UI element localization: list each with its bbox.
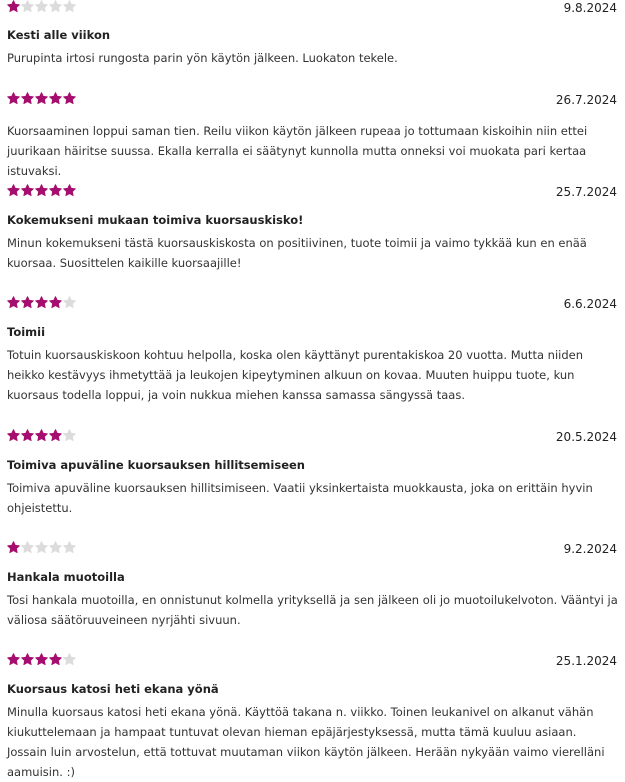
star-empty-icon xyxy=(63,653,76,666)
star-filled-icon xyxy=(35,184,48,197)
star-rating xyxy=(7,92,76,106)
review-title: Toimii xyxy=(7,325,46,339)
review-date: 25.1.2024 xyxy=(555,654,617,668)
review-title: Kesti alle viikon xyxy=(7,28,111,42)
star-filled-icon xyxy=(7,0,20,13)
review-date: 9.2.2024 xyxy=(563,542,617,556)
review-header xyxy=(0,541,625,557)
review-header xyxy=(0,0,625,16)
star-filled-icon xyxy=(35,653,48,666)
review-date: 9.8.2024 xyxy=(563,1,617,15)
star-filled-icon xyxy=(7,296,20,309)
star-filled-icon xyxy=(49,429,62,442)
star-rating xyxy=(7,296,76,310)
star-rating xyxy=(7,184,76,198)
review-body: Totuin kuorsauskiskoon kohtuu helpolla, koska olen käyttänyt purentakiskoa 20 vuotta. Mutta niiden heikko kestävyys ihmetyttää ja leukojen kipeytyminen alkuun on kovaa. Muuten huippu tuote, kun kuorsaus todella loppui, ja voin nukkua miehen kanssa samassa sängyssä taas. xyxy=(7,348,583,402)
star-empty-icon xyxy=(21,541,34,554)
star-empty-icon xyxy=(35,0,48,13)
star-filled-icon xyxy=(63,92,76,105)
review-body: Purupinta irtosi rungosta parin yön käytön jälkeen. Luokaton tekele. xyxy=(7,51,398,65)
star-filled-icon xyxy=(7,184,20,197)
star-filled-icon xyxy=(21,296,34,309)
star-filled-icon xyxy=(35,296,48,309)
star-rating xyxy=(7,653,76,667)
star-filled-icon xyxy=(63,184,76,197)
star-filled-icon xyxy=(21,184,34,197)
star-filled-icon xyxy=(21,92,34,105)
star-filled-icon xyxy=(21,429,34,442)
review-header xyxy=(0,92,625,108)
star-filled-icon xyxy=(7,653,20,666)
star-filled-icon xyxy=(49,296,62,309)
review-date: 6.6.2024 xyxy=(563,297,617,311)
star-filled-icon xyxy=(35,429,48,442)
review-date: 25.7.2024 xyxy=(555,185,617,199)
star-filled-icon xyxy=(21,653,34,666)
star-empty-icon xyxy=(63,541,76,554)
review-body: Tosi hankala muotoilla, en onnistunut kolmella yrityksellä ja sen jälkeen oli jo muotoilukelvoton. Vääntyi ja väliosa säätöruuveineen nyrjähti sivuun. xyxy=(7,593,618,627)
review-header xyxy=(0,429,625,445)
star-filled-icon xyxy=(7,92,20,105)
star-empty-icon xyxy=(49,0,62,13)
star-rating xyxy=(7,429,76,443)
review-body: Kuorsaaminen loppui saman tien. Reilu viikon käytön jälkeen rupeaa jo tottumaan kiskoihin niin ettei juurikaan häiritse suussa. Ekalla kerralla ei säätynyt kunnolla mutta onneksi voi muokata pari kertaa istuvaksi. xyxy=(7,124,588,178)
star-filled-icon xyxy=(49,184,62,197)
review-title: Hankala muotoilla xyxy=(7,570,125,584)
star-rating xyxy=(7,541,76,555)
review-date: 26.7.2024 xyxy=(555,93,617,107)
star-empty-icon xyxy=(35,541,48,554)
review-header xyxy=(0,653,625,669)
star-filled-icon xyxy=(49,92,62,105)
review-title: Kokemukseni mukaan toimiva kuorsauskisko! xyxy=(7,213,304,227)
review-body: Minulla kuorsaus katosi heti ekana yönä. Käyttöä takana n. viikko. Toinen leukanivel on alkanut vähän kiukuttelemaan ja hampaat tuntuvat olevan hieman epäjärjestyksessä, mutta tämä kuuluu asiaan. Jossain luin arvostelun, että tottuvat muutaman viikon käytön jälkeen. Herään nykyään vaimo vierelläni aamuisin. :) xyxy=(7,705,605,779)
review-title: Toimiva apuväline kuorsauksen hillitsemiseen xyxy=(7,458,305,472)
star-filled-icon xyxy=(7,429,20,442)
review-body: Toimiva apuväline kuorsauksen hillitsimiseen. Vaatii yksinkertaista muokkausta, joka on erittäin hyvin ohjeistettu. xyxy=(7,481,593,515)
star-rating xyxy=(7,0,76,14)
review-title: Kuorsaus katosi heti ekana yönä xyxy=(7,682,219,696)
star-empty-icon xyxy=(63,296,76,309)
review-header xyxy=(0,296,625,312)
star-empty-icon xyxy=(21,0,34,13)
review-body: Minun kokemukseni tästä kuorsauskiskosta on positiivinen, tuote toimii ja vaimo tykkää kun en enää kuorsaa. Suosittelen kaikille kuorsaajille! xyxy=(7,236,587,270)
star-empty-icon xyxy=(63,0,76,13)
star-empty-icon xyxy=(49,541,62,554)
review-header xyxy=(0,184,625,200)
star-empty-icon xyxy=(63,429,76,442)
review-date: 20.5.2024 xyxy=(555,430,617,444)
star-filled-icon xyxy=(49,653,62,666)
star-filled-icon xyxy=(35,92,48,105)
star-filled-icon xyxy=(7,541,20,554)
